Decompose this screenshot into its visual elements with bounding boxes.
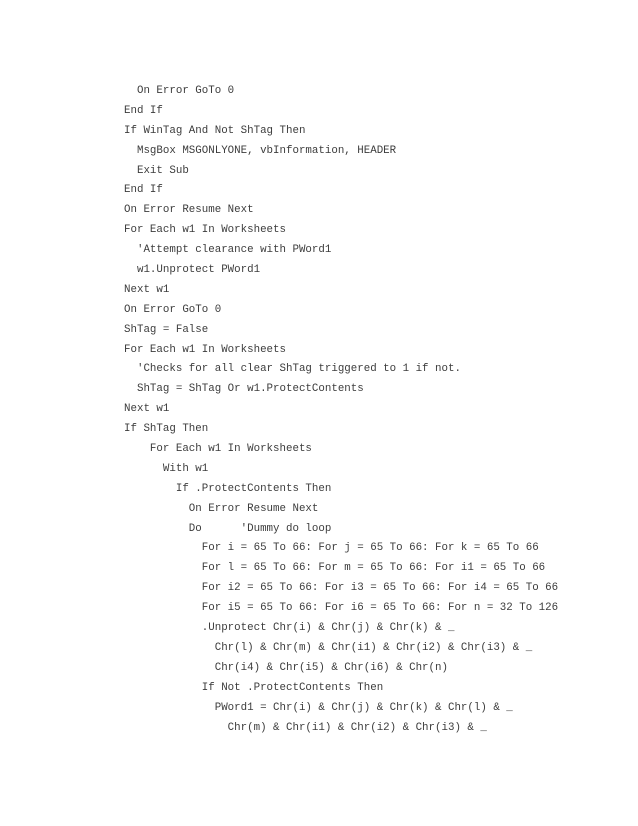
code-line: For i2 = 65 To 66: For i3 = 65 To 66: For i4 = 65 To 66 [124,582,559,595]
code-line: 'Attempt clearance with PWord1 [124,244,332,257]
code-line: Chr(m) & Chr(i1) & Chr(i2) & Chr(i3) & _ [124,721,487,734]
code-line: With w1 [124,462,209,475]
code-line: For i = 65 To 66: For j = 65 To 66: For k = 65 To 66 [124,542,539,555]
code-line: Chr(l) & Chr(m) & Chr(i1) & Chr(i2) & Chr(i3) & _ [124,641,533,654]
code-line: For Each w1 In Worksheets [124,443,312,456]
code-line: Do 'Dummy do loop [124,522,332,535]
code-line: PWord1 = Chr(i) & Chr(j) & Chr(k) & Chr(l) & _ [124,701,513,714]
code-line: On Error Resume Next [124,502,319,515]
code-line: End If [124,104,163,117]
code-line: 'Checks for all clear ShTag triggered to 1 if not. [124,363,461,376]
code-line: Next w1 [124,403,170,416]
code-line: On Error Resume Next [124,204,254,217]
code-line: If WinTag And Not ShTag Then [124,124,306,137]
code-line: On Error GoTo 0 [124,85,235,97]
code-line: If ShTag Then [124,423,209,436]
code-line: On Error GoTo 0 [124,303,222,316]
code-listing [124,82,558,738]
code-line: For l = 65 To 66: For m = 65 To 66: For i1 = 65 To 66 [124,562,546,575]
code-line: .Unprotect Chr(i) & Chr(j) & Chr(k) & _ [124,622,455,635]
code-line: If .ProtectContents Then [124,482,332,495]
code-line: Exit Sub [124,164,189,177]
code-line: Next w1 [124,283,170,296]
code-line: For Each w1 In Worksheets [124,343,286,356]
code-line: ShTag = ShTag Or w1.ProtectContents [124,383,364,396]
code-line: For Each w1 In Worksheets [124,224,286,237]
code-line: MsgBox MSGONLYONE, vbInformation, HEADER [124,144,397,157]
code-line: w1.Unprotect PWord1 [124,264,261,277]
code-line: Chr(i4) & Chr(i5) & Chr(i6) & Chr(n) [124,661,448,674]
code-line: End If [124,184,163,197]
code-line: ShTag = False [124,323,209,336]
code-line: For i5 = 65 To 66: For i6 = 65 To 66: For n = 32 To 126 [124,602,559,615]
code-line: If Not .ProtectContents Then [124,681,384,694]
